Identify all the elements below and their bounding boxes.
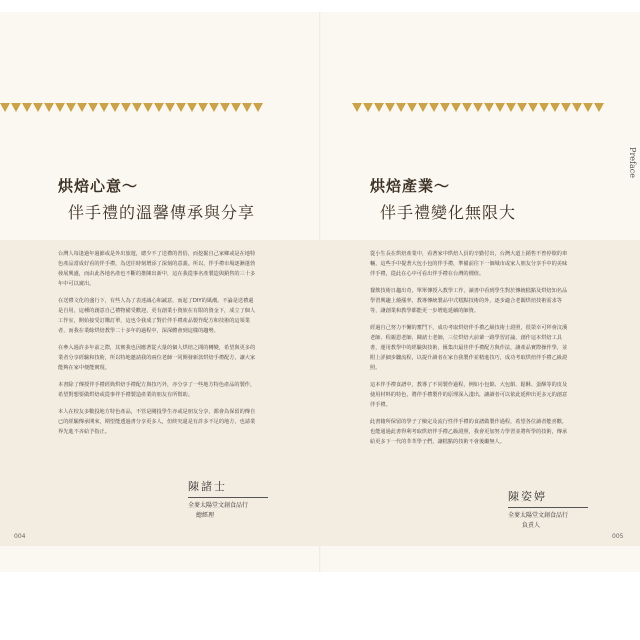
left-body-text [58, 249, 258, 444]
right-heading-2: 伴手禮變化無限大 [380, 203, 517, 222]
right-signature [508, 488, 588, 531]
triangle-mark [473, 103, 483, 112]
left-signature [188, 478, 268, 521]
left-signature-title: 總經理 [196, 512, 215, 519]
triangle-mark [110, 103, 120, 112]
triangle-mark [66, 103, 76, 112]
triangle-mark [495, 103, 505, 112]
triangle-mark [253, 103, 263, 112]
triangle-mark [143, 103, 153, 112]
triangle-mark [132, 103, 142, 112]
right-page-number: 005 [612, 533, 624, 540]
triangle-mark [33, 103, 43, 112]
triangle-mark [165, 103, 175, 112]
right-triangle-border [352, 102, 614, 114]
side-tab-label: Preface [627, 146, 637, 178]
triangle-mark [517, 103, 527, 112]
left-signature-org: 全麥太陽堂文創食品行 [188, 502, 249, 509]
book-spread [0, 12, 640, 572]
left-triangle-border [0, 102, 270, 114]
triangle-mark [242, 103, 252, 112]
triangle-mark [374, 103, 384, 112]
triangle-mark [220, 103, 230, 112]
triangle-border-icon [0, 102, 270, 114]
triangle-mark [583, 103, 593, 112]
triangle-mark [429, 103, 439, 112]
triangle-mark [462, 103, 472, 112]
triangle-mark [99, 103, 109, 112]
triangle-mark [55, 103, 65, 112]
triangle-mark [198, 103, 208, 112]
triangle-mark [209, 103, 219, 112]
triangle-mark [440, 103, 450, 112]
triangle-mark [506, 103, 516, 112]
right-heading-1: 烘焙產業～ [370, 177, 451, 195]
triangle-mark [550, 103, 560, 112]
triangle-mark [451, 103, 461, 112]
triangle-mark [484, 103, 494, 112]
triangle-mark [176, 103, 186, 112]
triangle-mark [77, 103, 87, 112]
triangle-mark [88, 103, 98, 112]
left-paragraph: 本書除了傳授伴手禮經典烘焙手禮配方與技巧外，亦分享了一些地方特色產品的製作，希望對想要做烘焙或從事伴手禮製造產業的朋友有所幫助。 [58, 382, 256, 398]
left-paragraph: 台灣人每逢過年過節或是外出旅遊，總少不了送禮的習俗，而挖掘自己家鄉或是在地特色產品當成好看的伴手禮，為送往時刻增添了深刻的意義。所以，伴手禮市場逐漸蓬勃發展興盛，而由此各地名產也不斷的推陳出新中，這在我從事名產製造與銷售的三十多年中可以窺出。 [58, 251, 256, 287]
triangle-mark [44, 103, 54, 112]
triangle-mark [363, 103, 373, 112]
right-signature-org: 全麥太陽堂文創食品行 [508, 512, 569, 519]
right-paragraph: 從小生長在烘焙產業中，看著家中烘焙人員的辛勤付出，台灣大道上銷售不曾停歇的車輛，這些手中提著大包小包的伴手禮，準備前往下一個城市或家人朋友分享手中的美味伴手禮，從此在心中可看出伴手禮在台灣的價值。 [370, 251, 568, 277]
triangle-mark [561, 103, 571, 112]
right-paragraph: 經過自己努力不懈的奮鬥下，成功考取烘焙伴手禮乙級技術士證照，很榮幸可拜會汶溪老師、程親恩老師、陳諸士老師，三位烘焙大前輩一路學習討論，創作這本烘焙工具書，運用教學中的經驗與技術，匯集出最佳伴手禮配方與作法，讓產品實際操作學，並附上詳細步驟流程，以提升讀者在家自我製作並精進技巧，成功考取烘焙伴手禮乙級證照。 [370, 325, 568, 371]
preface-side-tab [624, 137, 640, 187]
triangle-mark [407, 103, 417, 112]
triangle-mark [528, 103, 538, 112]
triangle-mark [418, 103, 428, 112]
right-signature-title: 負責人 [522, 522, 541, 529]
left-heading-2: 伴手禮的溫馨傳承與分享 [68, 203, 256, 222]
triangle-mark [0, 103, 10, 112]
triangle-border-icon [352, 102, 614, 114]
right-paragraph: 餐飲技術日趨出奇，單單傳授入教學工作，讀書中看到學生對於傳統糕點及烘焙知名品學習興趣上燒漲率，教導傳統製品中式糕點技術的外，逐步適合老闆烘焙技術需求等等，讓創業和教學都能更一步增進延續的師資。 [370, 288, 568, 314]
triangle-mark [572, 103, 582, 112]
right-signature-name: 陳姿婷 [508, 488, 588, 508]
left-paragraph: 本人在校友多數投地方特色產品，不管是剛投學生亦或是朋友分享，都會為保留的傳自已的經驗傳承開來，期望能透過書分享更多人，但終究還是有許多不足的地方，也請業界先進不吝給予指正。 [58, 409, 256, 435]
triangle-mark [11, 103, 21, 112]
left-page-number: 004 [14, 533, 26, 540]
triangle-mark [594, 103, 604, 112]
right-body-text [370, 249, 570, 454]
triangle-mark [396, 103, 406, 112]
left-paragraph: 在參入過許多年前之際，其實我也因應著從大量的個人烘焙之間的轉變，希望與更多的業者分享經驗和技術，所以特地邀請我的兩位老師一同開發新款烘焙手禮配方，讓大家能夠在家中便能實現。 [58, 345, 256, 371]
triangle-mark [231, 103, 241, 112]
triangle-mark [385, 103, 395, 112]
triangle-mark [22, 103, 32, 112]
left-paragraph: 在送禮文化的盛行下，有些人為了表達誠心和誠意，而起了DIY的風潮。不論是送禮還是自用，這種的創意自己禮物備受歡迎，更有創業小資族在有限的資金下，成立了個人工作室，開始接受訂購訂單，這也令我成了對於伴手禮產品製作配方和技術的這領業者，而我在業餘烘焙教學二十多年的過程中，深深體會到這樣的趨勢。 [58, 298, 256, 334]
triangle-mark [154, 103, 164, 112]
right-paragraph: 這本伴手禮食譜中，教導了不同製作過程，例如小包餡、大包餡、鬆酥、蛋酥等的皮及使用材料的特色，將伴手禮製作的原理深入淺出，讓讀者可以依此延伸出更多元的創意伴手禮。 [370, 382, 568, 408]
triangle-mark [187, 103, 197, 112]
triangle-mark [352, 103, 362, 112]
right-paragraph: 此書籍所保留的學子了檢定及流行性伴手禮的食譜做製作過程，希望各位讀者能喜歡，也能通過此書得利考取烘焙伴手禮乙級證照，我會更加努力學習並將所學的技術，傳承給更多下一代的莘莘學子們，讓糕點的技術不會後繼無人。 [370, 419, 568, 445]
triangle-mark [121, 103, 131, 112]
left-heading-1: 烘焙心意～ [58, 177, 139, 195]
left-signature-name: 陳諸士 [188, 478, 268, 498]
triangle-mark [539, 103, 549, 112]
